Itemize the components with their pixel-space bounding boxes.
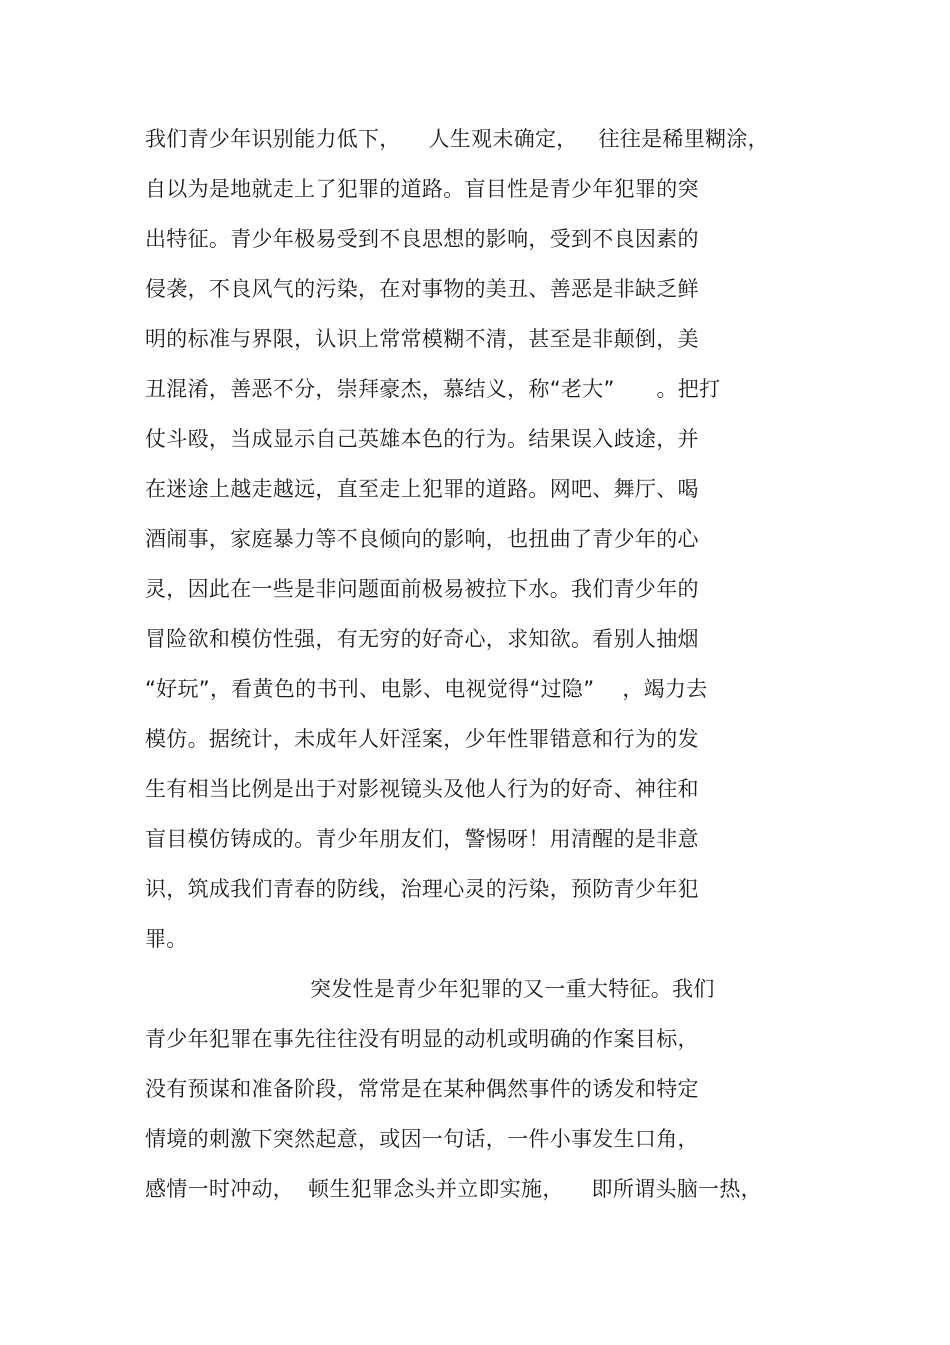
text-line: 情境的刺激下突然起意，或因一句话，一件小事发生口角， [145, 1127, 699, 1151]
text-line: 盲目模仿铸成的。青少年朋友们，警惕呀！用清醒的是非意 [145, 827, 699, 851]
text-line: 罪。 [145, 927, 188, 951]
text-line: 侵袭，不良风气的污染，在对事物的美丑、善恶是非缺乏鲜 [145, 277, 699, 301]
text-line: 酒闹事，家庭暴力等不良倾向的影响，也扭曲了青少年的心 [145, 527, 699, 551]
text-line: 模仿。据统计，未成年人奸淫案，少年性罪错意和行为的发 [145, 727, 699, 751]
text-line: 明的标准与界限，认识上常常模糊不清，甚至是非颠倒，美 [145, 327, 699, 351]
text-line: 丑混淆，善恶不分，崇拜豪杰，慕结义，称“老大” 。把打 [145, 377, 721, 401]
text-line: 冒险欲和模仿性强，有无穷的好奇心，求知欲。看别人抽烟 [145, 627, 699, 651]
text-line: 我们青少年识别能力低下， 人生观未确定， 往往是稀里糊涂， [145, 127, 769, 151]
text-line: 在迷途上越走越远，直至走上犯罪的道路。网吧、舞厅、喝 [145, 477, 699, 501]
text-line: 灵，因此在一些是非问题面前极易被拉下水。我们青少年的 [145, 577, 699, 601]
text-line: “好玩”，看黄色的书刊、电影、电视觉得“过隐” ，竭力去 [145, 677, 708, 701]
text-line: 自以为是地就走上了犯罪的道路。盲目性是青少年犯罪的突 [145, 177, 699, 201]
text-line: 感情一时冲动， 顿生犯罪念头并立即实施， 即所谓头脑一热， [145, 1177, 762, 1201]
text-line: 仗斗殴，当成显示自己英雄本色的行为。结果误入歧途，并 [145, 427, 699, 451]
text-line: 识，筑成我们青春的防线，治理心灵的污染，预防青少年犯 [145, 877, 699, 901]
text-line: 没有预谋和准备阶段，常常是在某种偶然事件的诱发和特定 [145, 1077, 699, 1101]
text-line: 青少年犯罪在事先往往没有明显的动机或明确的作案目标， [145, 1027, 699, 1051]
text-line: 出特征。青少年极易受到不良思想的影响，受到不良因素的 [145, 227, 699, 251]
paragraph-start-line: 突发性是青少年犯罪的又一重大特征。我们 [310, 977, 715, 1001]
text-line: 生有相当比例是出于对影视镜头及他人行为的好奇、神往和 [145, 777, 699, 801]
